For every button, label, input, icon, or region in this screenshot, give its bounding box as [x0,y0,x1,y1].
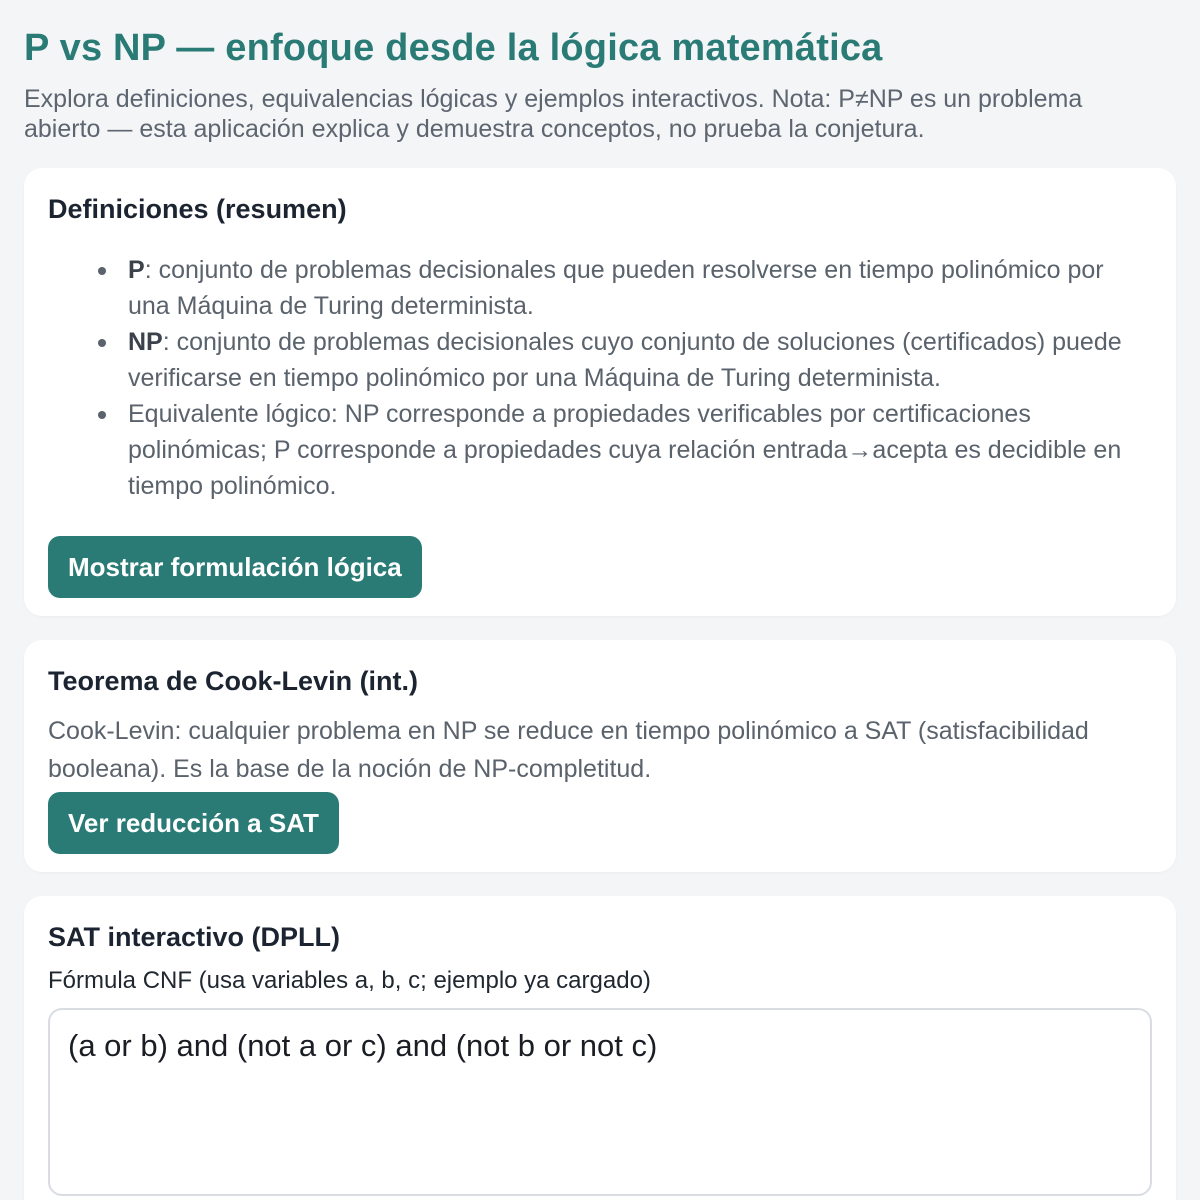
definitions-card [24,168,1176,616]
definition-text: : conjunto de problemas decisionales cuyo conjunto de soluciones (certificados) puede verificarse en tiempo polinómico por una Máquina de Turing determinista. [128,328,1122,392]
page-title: P vs NP — enfoque desde la lógica matemática [24,27,883,69]
cnf-formula-label: Fórmula CNF (usa variables a, b, c; ejemplo ya cargado) [48,967,651,994]
definition-text: : conjunto de problemas decisionales que pueden resolverse en tiempo polinómico por una Máquina de Turing determinista. [128,256,1104,320]
definitions-list [48,252,1152,504]
definition-item-logic [128,396,1152,504]
show-sat-reduction-button[interactable]: Ver reducción a SAT [48,792,339,854]
definitions-title: Definiciones (resumen) [48,194,347,224]
cook-levin-card [24,640,1176,872]
definition-term: P [128,256,145,284]
show-logical-formulation-button[interactable]: Mostrar formulación lógica [48,536,422,598]
cook-levin-text: Cook-Levin: cualquier problema en NP se reduce en tiempo polinómico a SAT (satisfacibilidad booleana). Es la base de la noción de NP-completitud. [48,717,1089,783]
cook-levin-title: Teorema de Cook-Levin (int.) [48,666,419,696]
definition-term: NP [128,328,163,356]
definition-item-np [128,324,1152,396]
sat-title: SAT interactivo (DPLL) [48,922,341,952]
page-subtitle: Explora definiciones, equivalencias lógicas y ejemplos interactivos. Nota: P≠NP es un problema abierto — esta aplicación explica y demuestra conceptos, no prueba la conjetura. [24,85,1083,143]
definition-item-p [128,252,1152,324]
cnf-formula-input[interactable] [48,1008,1152,1196]
definition-text: Equivalente lógico: NP corresponde a propiedades verificables por certificaciones polinómicas; P corresponde a propiedades cuya relación entrada→acepta es decidible en tiempo polinómico. [128,400,1122,500]
sat-card [24,896,1176,1200]
